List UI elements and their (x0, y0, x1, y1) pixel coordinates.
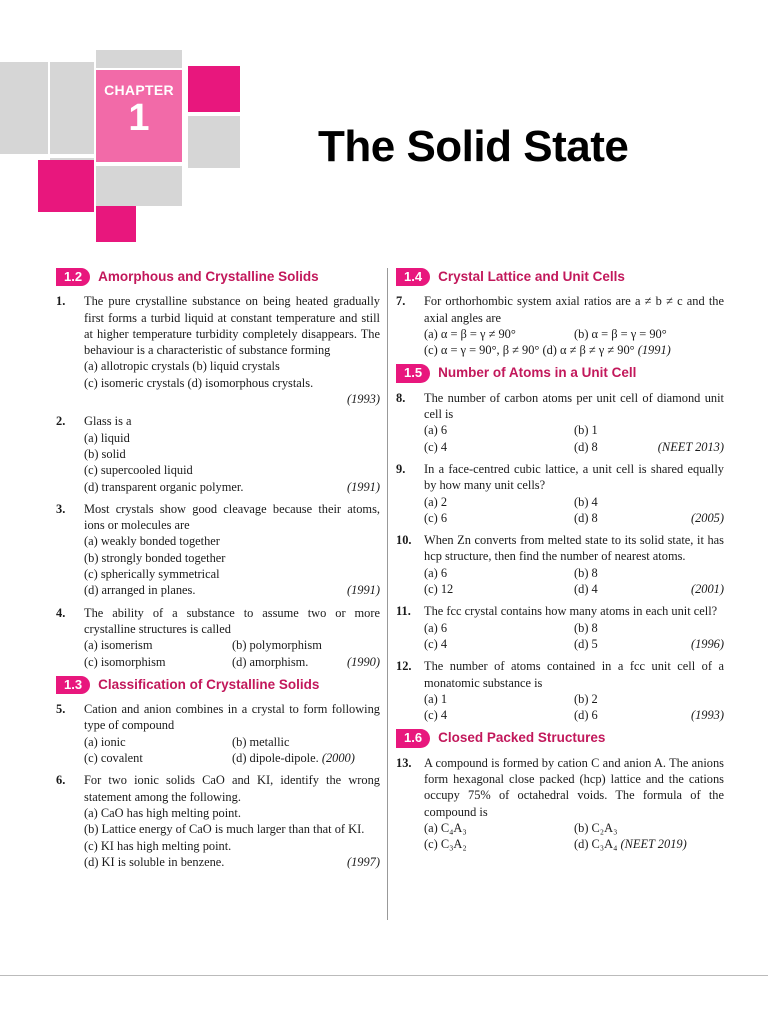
question-number: 5. (56, 702, 66, 717)
option: (b) 8 (574, 565, 598, 580)
option: (d) 8 (574, 439, 598, 454)
option: (b) 2 (574, 691, 598, 706)
question-number: 13. (396, 755, 412, 770)
option: (a) 6 (424, 565, 448, 580)
question-year: (1996) (690, 636, 724, 651)
question-number: 8. (396, 390, 406, 405)
option: (a) 2 (424, 494, 448, 509)
question-year: (2000) (321, 751, 355, 766)
option-line: (a) allotropic crystals (b) liquid crystals (84, 359, 280, 374)
section-heading (396, 364, 724, 382)
deco-square (188, 116, 240, 168)
option: (c) isomorphism (84, 654, 166, 669)
deco-square (96, 206, 136, 242)
question (56, 605, 380, 670)
question-number: 12. (396, 659, 412, 674)
question-number: 7. (396, 294, 406, 309)
option: (b) solid (84, 446, 126, 461)
question (56, 501, 380, 599)
option: (a) CaO has high melting point. (84, 805, 241, 820)
question (396, 755, 724, 853)
option: (d) transparent organic polymer. (84, 479, 244, 494)
question-text: A compound is formed by cation C and anion A. The anions form hexagonal close packed (hcp) lattice and the cations occupy 75% of octahedral voids. The formula of the compound is (424, 755, 724, 819)
question-year: (1991) (346, 583, 380, 598)
question (396, 293, 724, 358)
option: (c) covalent (84, 751, 143, 766)
option: (c) C₃A₂ (424, 837, 467, 852)
question (396, 603, 724, 652)
section-heading (56, 676, 380, 694)
question-text: Most crystals show good cleavage because their atoms, ions or molecules are (84, 501, 380, 533)
deco-square (96, 50, 182, 68)
section-title: Number of Atoms in a Unit Cell (438, 365, 637, 381)
section-title: Classification of Crystalline Solids (98, 676, 320, 692)
question (396, 390, 724, 455)
question-number: 6. (56, 773, 66, 788)
question-number: 1. (56, 294, 66, 309)
deco-square (188, 66, 240, 112)
question-text: Cation and anion combines in a crystal to form following type of compound (84, 702, 380, 733)
option: (a) ionic (84, 734, 126, 749)
question-year: (1991) (346, 479, 380, 494)
question (396, 658, 724, 723)
question-text: For two ionic solids CaO and KI, identify the wrong statement among the following. (84, 773, 380, 804)
option: (a) liquid (84, 430, 130, 445)
option: (c) 6 (424, 510, 448, 525)
option: (c) spherically symmetrical (84, 567, 220, 582)
section-number: 1.3 (56, 676, 90, 694)
section-title: Amorphous and Crystalline Solids (98, 269, 319, 284)
question-number: 2. (56, 414, 66, 429)
option: (d) amorphism. (232, 654, 309, 669)
question-number: 9. (396, 461, 406, 476)
question-text: The number of carbon atoms per unit cell of diamond unit cell is (424, 390, 724, 422)
question-text: The pure crystalline substance on being heated gradually first forms a turbid liquid at constant temperature and still at higher temperature turbidity completely disappears. The behaviour is a characteristic of substance forming (84, 294, 380, 358)
question-text: The ability of a substance to assume two or more crystalline structures is called (84, 605, 380, 636)
section-heading (396, 729, 724, 747)
option: (d) 4 (574, 582, 598, 597)
question-number: 10. (396, 533, 412, 548)
question-year: (NEET 2019) (620, 837, 687, 852)
section-number: 1.5 (396, 364, 430, 382)
question-text: Glass is a (84, 414, 132, 429)
question-text: The fcc crystal contains how many atoms in each unit cell? (424, 604, 718, 619)
option: (b) α = β = γ = 90° (574, 326, 667, 341)
question-year: (2005) (690, 510, 724, 525)
option: (d) dipole-dipole. (232, 751, 319, 766)
deco-square (50, 62, 94, 154)
deco-square (0, 62, 48, 154)
chapter-label: CHAPTER (104, 82, 174, 98)
deco-square (38, 160, 94, 212)
option-line: (c) isomeric crystals (d) isomorphous crystals. (84, 375, 314, 390)
question-year: (1990) (346, 654, 380, 669)
option: (a) C₄A₃ (424, 820, 467, 835)
option: (c) 4 (424, 439, 448, 454)
option: (d) arranged in planes. (84, 583, 196, 598)
question-year: (1993) (690, 708, 724, 723)
footer-rule (0, 975, 768, 976)
option: (a) 6 (424, 620, 448, 635)
option: (b) strongly bonded together (84, 550, 226, 565)
question-year: (NEET 2013) (657, 439, 724, 454)
option: (d) KI is soluble in benzene. (84, 854, 225, 869)
section-title: Crystal Lattice and Unit Cells (438, 269, 625, 284)
question-year: (1993) (346, 392, 380, 407)
option: (c) KI has high melting point. (84, 838, 232, 853)
section-number: 1.2 (56, 268, 90, 286)
option: (b) metallic (232, 734, 290, 749)
question-text: In a face-centred cubic lattice, a unit cell is shared equally by how many unit cells? (424, 461, 724, 493)
section-heading (396, 268, 724, 286)
option: (d) 5 (574, 636, 598, 651)
option: (d) 8 (574, 510, 598, 525)
question-number: 4. (56, 605, 66, 620)
question (56, 772, 380, 870)
question-number: 11. (396, 604, 411, 619)
question (56, 701, 380, 766)
left-column (56, 268, 380, 876)
question-year: (1997) (346, 854, 380, 869)
option: (c) 4 (424, 708, 448, 723)
section-number: 1.4 (396, 268, 430, 286)
option: (c) 12 (424, 582, 454, 597)
option: (b) 4 (574, 494, 598, 509)
right-column (396, 268, 724, 859)
question (56, 293, 380, 407)
chapter-number: 1 (128, 97, 150, 139)
option: (b) polymorphism (232, 638, 322, 653)
option: (b) Lattice energy of CaO is much larger than that of KI. (84, 822, 365, 837)
option: (d) 6 (574, 708, 598, 723)
question (56, 413, 380, 494)
option: (c) supercooled liquid (84, 463, 193, 478)
option: (c) 4 (424, 636, 448, 651)
deco-square (96, 166, 182, 206)
section-number: 1.6 (396, 729, 430, 747)
option: (a) 1 (424, 691, 448, 706)
option: (b) 8 (574, 620, 598, 635)
question-year: (2001) (690, 582, 724, 597)
option: (a) isomerism (84, 638, 153, 653)
option: (a) weakly bonded together (84, 534, 220, 549)
option: (a) 6 (424, 423, 448, 438)
question (396, 461, 724, 526)
question-text: The number of atoms contained in a fcc unit cell of a monatomic substance is (424, 659, 724, 690)
option: (b) C₂A₃ (574, 820, 618, 835)
option: (a) α = β = γ ≠ 90° (424, 326, 516, 341)
question-number: 3. (56, 501, 66, 516)
column-divider (387, 268, 388, 920)
section-title: Closed Packed Structures (438, 730, 606, 746)
option: (c) α = γ = 90°, β ≠ 90° (d) α ≠ β ≠ γ ≠ 90° (424, 343, 635, 358)
chapter-badge (96, 70, 182, 162)
question-text: When Zn converts from melted state to its solid state, it has hcp structure, then find the number of nearest atoms. (424, 533, 724, 564)
question-year: (1991) (637, 343, 671, 358)
option: (b) 1 (574, 423, 598, 438)
section-heading (56, 268, 380, 286)
question-text: For orthorhombic system axial ratios are a ≠ b ≠ c and the axial angles are (424, 294, 724, 325)
page-title: The Solid State (318, 122, 629, 171)
question (396, 532, 724, 597)
option: (d) C₃A₄ (574, 837, 618, 852)
